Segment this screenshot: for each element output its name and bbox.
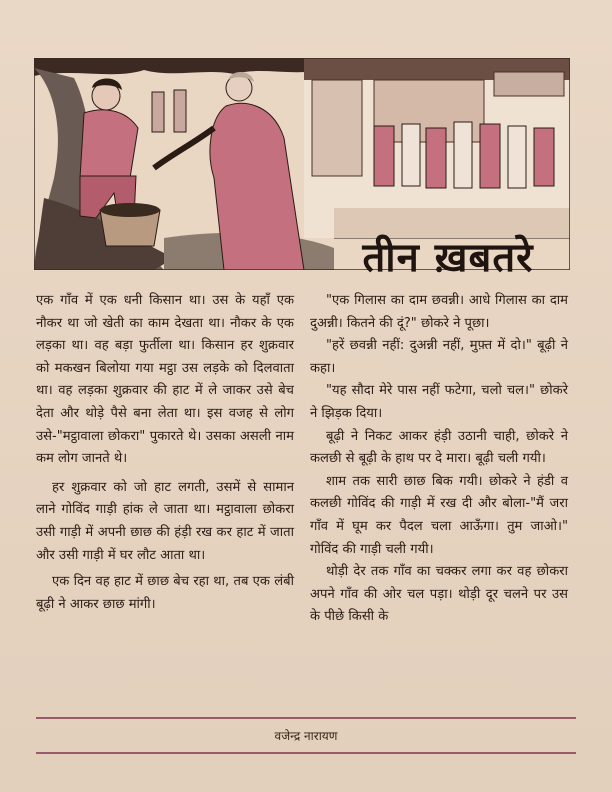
bottom-divider <box>36 752 576 754</box>
paragraph: एक दिन वह हाट में छाछ बेच रहा था, तब एक लंबी बूढ़ी ने आकर छाछ मांगी। <box>36 574 294 612</box>
paragraph: हर शुक्रवार को जो हाट लगती, उसमें से सामान लाने गोविंद गाड़ी हांक ले जाता था। मट्ठावाला छोकरा उसी गाड़ी में अपनी छाछ की हंड़ी रख कर हाट में जाता और उसी गाड़ी में घर लौट आता था। <box>36 479 294 563</box>
right-column <box>310 290 568 629</box>
paragraph: थोड़ी देर तक गाँव का चक्कर लगा कर वह छोकरा अपने गाँव की ओर चल पड़ा। थोड़ी दूर चलने पर उस के पीछे किसी के <box>310 564 568 625</box>
story-title: तीन ख़बतरे <box>362 234 534 281</box>
paragraph: "हरें छवन्नी नहीं: दुअन्नी नहीं, मुफ़्त में दो।" बूढ़ी ने कहा। <box>310 338 568 376</box>
paragraph: "यह सौदा मेरे पास नहीं फटेगा, चलो चल।" छोकरे ने झिड़क दिया। <box>310 383 568 421</box>
paragraph: "एक गिलास का दाम छवन्नी। आधे गिलास का दाम दुअन्नी। कितने की दूं?" छोकरे ने पूछा। <box>310 293 568 331</box>
left-column <box>36 290 294 616</box>
top-divider <box>36 717 576 719</box>
paragraph: बूढ़ी ने निकट आकर हंड़ी उठानी चाही, छोकरे ने कलछी से बूढ़ी के हाथ पर दे मारा। बूढ़ी चली गयी। <box>310 428 568 467</box>
author-credit: वजेन्द्र नारायण <box>274 729 338 743</box>
title-box <box>322 226 574 284</box>
paragraph: एक गाँव में एक धनी किसान था। उस के यहाँ एक नौकर था जो खेती का काम देखता था। नौकर के एक लड़का था। वह बड़ा फुर्तीला था। किसान हर शुक्रवार को मकखन बिलोया गया मट्ठा उस लड़के को दिलवाता था। वह लड़का शुक्रवार की हाट में ले जाकर उसे बेच देता और थोड़े पैसे बना लेता था। इस वजह से लोग उसे-"मट्ठावाला छोकरा" पुकारते थे। उसका असली नाम कम लोग जानते थे। <box>36 293 294 467</box>
paragraph: शाम तक सारी छाछ बिक गयी। छोकरे ने हंडी व कलछी गोविंद की गाड़ी में रख दी और बोला-"मैं जरा गाँव में घूम कर पैदल चला आऊँगा। तुम जाओ।" गोविंद की गाड़ी चली गयी। <box>310 473 568 557</box>
